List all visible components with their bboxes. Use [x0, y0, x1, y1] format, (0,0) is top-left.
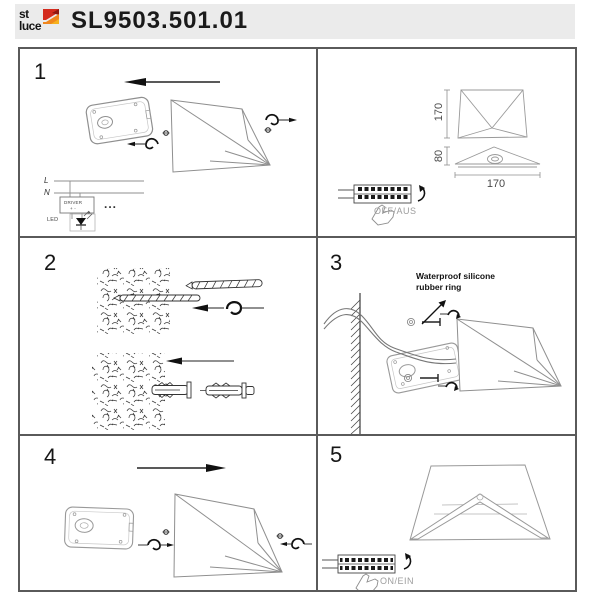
turn-arrow-icon: [266, 115, 297, 125]
header-bar: [15, 4, 575, 39]
wall-section: [351, 293, 360, 434]
note-arrow-icon: [422, 300, 446, 324]
lamp-shade: [457, 319, 561, 391]
driver-label: DRIVER: [64, 200, 83, 205]
lamp-shade: [174, 494, 282, 577]
step2-number: 2: [44, 250, 58, 275]
led-label: LED: [47, 217, 59, 223]
waterproof-note-line2: rubber ring: [416, 282, 462, 292]
logo-text-bottom: luce: [19, 19, 42, 33]
arrow-left-icon: [166, 358, 234, 365]
screw-icon: [163, 131, 170, 136]
arrow-right-icon: [137, 464, 226, 472]
width-dim: 170: [486, 178, 506, 190]
mounting-plate: [64, 507, 133, 549]
live-wire-label: L: [44, 176, 49, 185]
hand-press-icon: [356, 574, 378, 590]
step1-illustration: [20, 49, 316, 236]
lamp-shade: [171, 100, 270, 172]
step3-illustration: [318, 238, 575, 434]
dimension-drawing: [318, 49, 575, 236]
turn-arrow-icon: [127, 139, 158, 149]
screw-icon: [265, 128, 272, 133]
panel-step5: [318, 436, 575, 590]
drill-bit-icon: [114, 295, 200, 301]
off-switch-label: OFF/AUS: [374, 206, 417, 216]
step3-number: 3: [330, 250, 344, 275]
instruction-grid: [18, 47, 577, 592]
panel-step2: [20, 238, 316, 434]
step2-illustration: [20, 238, 316, 434]
logo-mark-icon: [43, 9, 60, 25]
front-view: [458, 90, 527, 138]
step5-illustration: [318, 436, 575, 590]
brand-logo: [19, 8, 65, 36]
panel-step3: [318, 238, 575, 434]
step5-number: 5: [330, 442, 344, 467]
on-switch-label: ON/EIN: [380, 576, 415, 586]
step4-illustration: [20, 436, 316, 590]
waterproof-note-line1: Waterproof silicone: [416, 271, 496, 281]
mounting-plate: [85, 96, 153, 144]
neutral-wire-label: N: [44, 188, 50, 197]
arrow-left-icon: [124, 78, 220, 86]
terminal-block-icon: [338, 185, 411, 203]
turn-arrow-icon: [138, 540, 174, 550]
mounted-lamp: [410, 465, 550, 540]
drill-bit-icon: [186, 280, 262, 290]
panel-step1: [20, 49, 316, 236]
step4-number: 4: [44, 444, 58, 469]
logo-text-top: st: [19, 7, 29, 21]
panel-step4: [20, 436, 316, 590]
wiring-diagram: [54, 181, 144, 231]
polarity-label: + -: [70, 206, 76, 211]
turn-arrow-icon: [192, 302, 264, 314]
wall-anchor-icon: [200, 383, 254, 398]
ellipsis-label: ...: [104, 197, 118, 211]
front-height-dim: 170: [433, 102, 445, 122]
side-height-dim: 80: [433, 149, 445, 163]
turn-arrow-icon: [280, 539, 312, 549]
product-code-title: SL9503.501.01: [71, 7, 249, 34]
step1-number: 1: [34, 59, 48, 84]
panel-dimensions: [318, 49, 575, 236]
bottom-view: [455, 147, 540, 167]
rotate-arrow-icon: [404, 553, 411, 569]
rotate-arrow-icon: [418, 185, 425, 201]
terminal-block-icon: [322, 555, 395, 573]
